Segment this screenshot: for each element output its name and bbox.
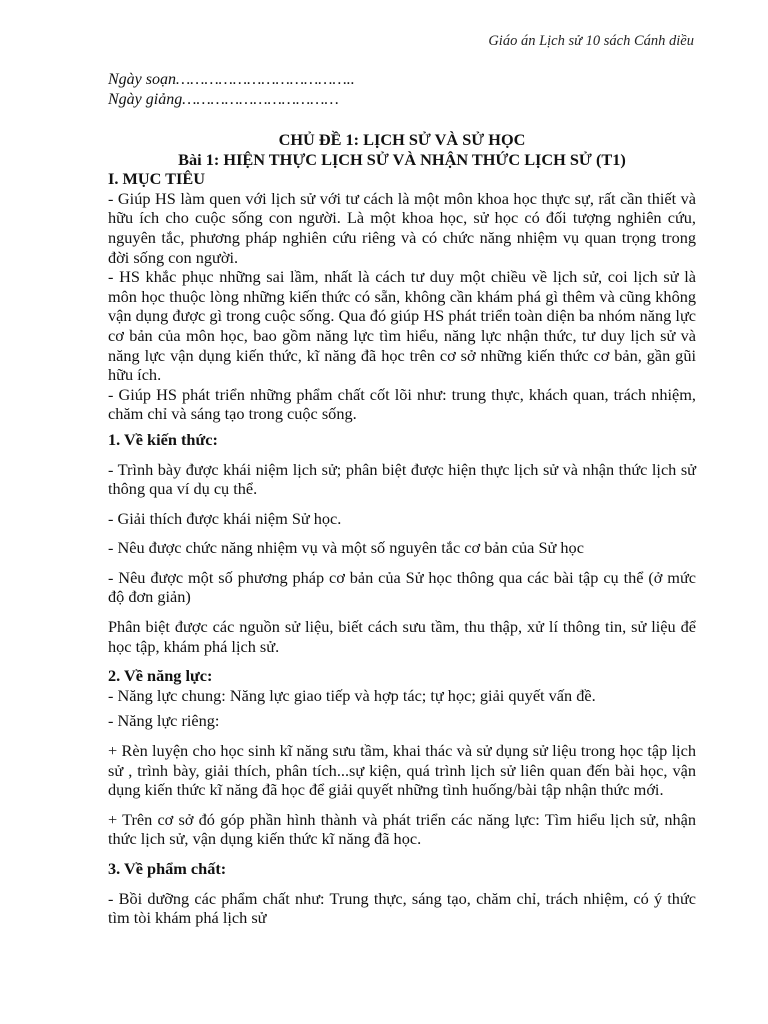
knowledge-heading: 1. Về kiến thức: xyxy=(108,429,218,449)
objective-paragraph-1: - Giúp HS làm quen với lịch sử với tư cách là một môn khoa học thực sự, rất cần thiết và hữu ích cho cuộc sống con người. Là một khoa học, sử học có đối tượng nghiên cứu, nguyên tắc, phương pháp nghiên cứu riêng và có chức năng nhiệm vụ quan trọng trong đời sống con người. xyxy=(108,188,696,267)
objective-paragraph-3: - Giúp HS phát triển những phẩm chất cốt lõi như: trung thực, khách quan, trách nhiệm, chăm chỉ và sáng tạo trong cuộc sống. xyxy=(108,384,696,424)
knowledge-item-5: Phân biệt được các nguồn sử liệu, biết cách sưu tầm, thu thập, xử lí thông tin, sử liệu để học tập, khám phá lịch sử. xyxy=(108,617,696,656)
competence-item-2: + Trên cơ sở đó góp phần hình thành và phát triển các năng lực: Tìm hiểu lịch sử, nhận thức lịch sử, vận dụng kiến thức kĩ năng đã học. xyxy=(108,809,696,849)
objective-paragraph-2: - HS khắc phục những sai lầm, nhất là cách tư duy một chiều về lịch sử, coi lịch sử là môn học thuộc lòng những kiến thức có sẵn, không cần khám phá gì thêm và cũng không vận dụng được gì trong cuộc sống. Qua đó giúp HS phát triển toàn diện ba nhóm năng lực cơ bản của môn học, bao gồm năng lực tìm hiểu, năng lực nhận thức, tư duy lịch sử và năng lực vận dụng kiến thức, kĩ năng đã học trên cơ sở những kiến thức cơ bản, gần gũi hữu ích. xyxy=(108,267,696,385)
competence-heading: 2. Về năng lực: xyxy=(108,666,213,686)
header-note: Giáo án Lịch sử 10 sách Cánh diều xyxy=(488,33,694,49)
topic-title: CHỦ ĐỀ 1: LỊCH SỬ VÀ SỬ HỌC xyxy=(278,130,526,149)
knowledge-item-2: - Giải thích được khái niệm Sử học. xyxy=(108,508,342,528)
competence-specific: - Năng lực riêng: xyxy=(108,711,220,731)
dates-block xyxy=(108,70,355,110)
document-content xyxy=(108,130,696,928)
section-heading-objectives: I. MỤC TIÊU xyxy=(108,169,205,189)
knowledge-item-3: - Nêu được chức năng nhiệm vụ và một số nguyên tắc cơ bản của Sử học xyxy=(108,538,584,558)
taught-date-line: Ngày giảng…………………………… xyxy=(108,91,339,108)
prepared-date-line: Ngày soạn……………………………….. xyxy=(108,71,355,88)
lesson-title: Bài 1: HIỆN THỰC LỊCH SỬ VÀ NHẬN THỨC LỊCH SỬ (T1) xyxy=(178,149,626,169)
competence-general: - Năng lực chung: Năng lực giao tiếp và hợp tác; tự học; giải quyết vấn đề. xyxy=(108,685,596,705)
competence-item-1: + Rèn luyện cho học sinh kĩ năng sưu tầm, khai thác và sử dụng sử liệu trong học tập lịch sử , trình bày, giải thích, phân tích...sự kiện, quá trình lịch sử liên quan đến bài học, vận dụng kiến thức kĩ năng đã học để giải quyết những tình huống/bài tập nhận thức mới. xyxy=(108,741,696,800)
knowledge-item-4: - Nêu được một số phương pháp cơ bản của Sử học thông qua các bài tập cụ thể (ở mức độ đơn giản) xyxy=(108,567,696,607)
quality-heading: 3. Về phẩm chất: xyxy=(108,859,227,878)
quality-item: - Bồi dưỡng các phẩm chất như: Trung thực, sáng tạo, chăm chỉ, trách nhiệm, có ý thức tìm tòi khám phá lịch sử xyxy=(108,888,696,928)
knowledge-item-1: - Trình bày được khái niệm lịch sử; phân biệt được hiện thực lịch sử và nhận thức lịch sử thông qua ví dụ cụ thể. xyxy=(108,459,696,499)
